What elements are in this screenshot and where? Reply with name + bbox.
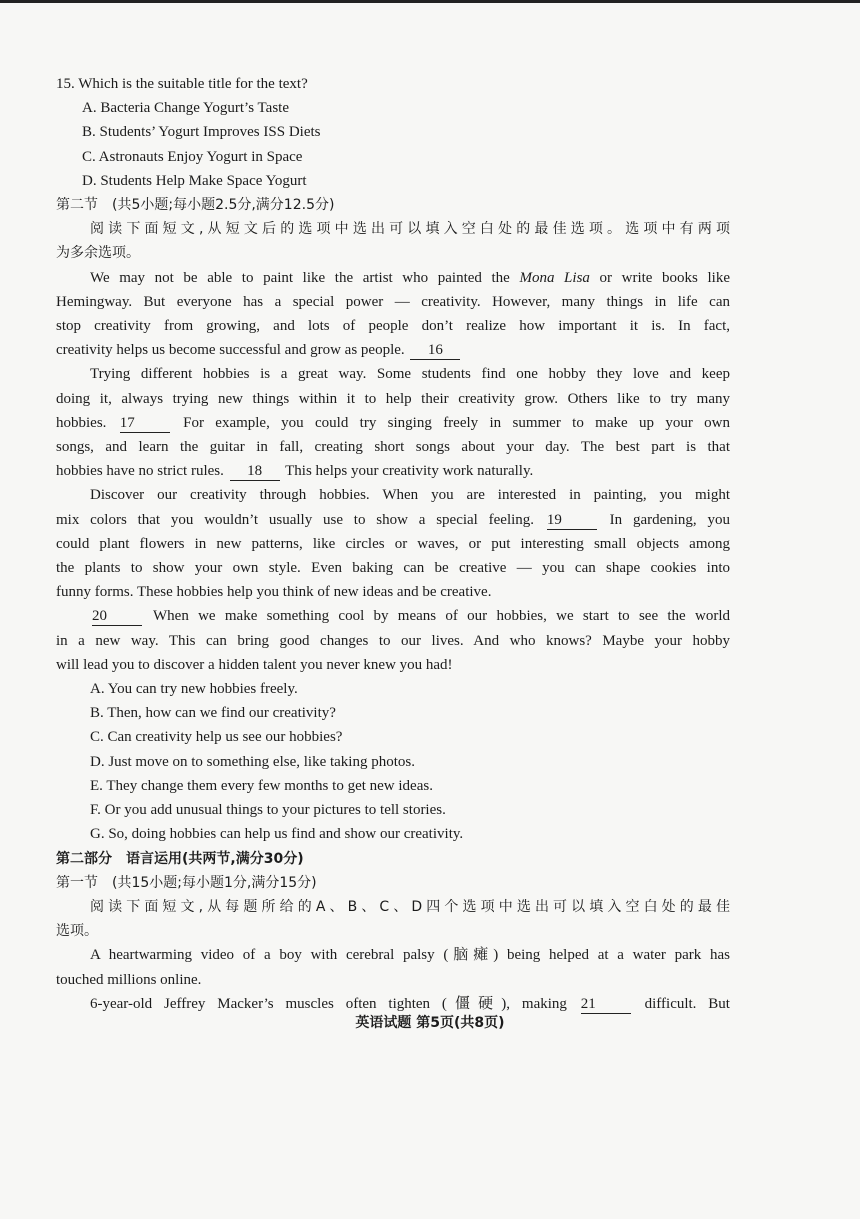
passage-p1-line2: Hemingway. But everyone has a special power — creativity. However, many things in life can (56, 293, 730, 310)
q15-option-b: B. Students’ Yogurt Improves ISS Diets (82, 124, 321, 141)
text-segment: mix colors that you wouldn’t usually use to show a special feeling. (56, 511, 545, 528)
text-segment: creativity helps us become successful and grow as people. (56, 342, 409, 359)
top-border-line (0, 0, 860, 3)
section2-instructions-2: 为多余选项。 (56, 245, 140, 262)
passage-p1-line4 (56, 338, 730, 362)
text-segment: hobbies. (56, 414, 118, 431)
blank-16[interactable]: 16 (410, 341, 460, 360)
option-b: B. Then, how can we find our creativity? (90, 705, 336, 722)
passage-p3-line5: funny forms. These hobbies help you think of new ideas and be creative. (56, 584, 492, 601)
passage-p4-line2: in a new way. This can bring good changes to our lives. And who knows? Maybe your hobby (56, 632, 730, 649)
passage-p3-line4: the plants to show your own style. Even baking can be creative — you can shape cookies into (56, 560, 730, 577)
text-segment: For example, you could try singing freely in summer to make up your own (171, 414, 731, 431)
q15-option-a: A. Bacteria Change Yogurt’s Taste (82, 100, 289, 117)
option-e: E. They change them every few months to get new ideas. (90, 777, 433, 794)
blank-17[interactable]: 17 (120, 414, 170, 433)
blank-21[interactable]: 21 (581, 995, 631, 1014)
text-segment: In gardening, you (598, 511, 730, 528)
passage-p2-line4: songs, and learn the guitar in fall, creating short songs about your day. The best part is that (56, 439, 730, 456)
blank-18[interactable]: 18 (230, 462, 280, 481)
part2-instructions-1: 阅读下面短文,从每题所给的A、B、C、D四个选项中选出可以填入空白处的最佳 (90, 898, 730, 915)
italic-title: Mona Lisa (519, 269, 590, 286)
q15-option-d: D. Students Help Make Space Yogurt (82, 172, 307, 189)
text-segment: hobbies have no strict rules. (56, 463, 228, 480)
part2-subheading: 第一节 (共15小题;每小题1分,满分15分) (56, 874, 317, 891)
option-a: A. You can try new hobbies freely. (90, 681, 298, 698)
text-segment: We may not be able to paint like the artist who painted the (90, 269, 520, 286)
question-15: 15. Which is the suitable title for the text? (56, 76, 308, 92)
passage-p3-line2 (56, 508, 730, 532)
part2-heading: 第二部分 语言运用(共两节,满分30分) (56, 850, 304, 867)
part2-instructions-2: 选项。 (56, 923, 98, 940)
passage-p4-line3: will lead you to discover a hidden talent you never knew you had! (56, 656, 453, 673)
passage-p3-line3: could plant flowers in new patterns, like circles or waves, or put interesting small objects among (56, 535, 730, 552)
q15-option-c: C. Astronauts Enjoy Yogurt in Space (82, 148, 303, 165)
exam-page (56, 72, 730, 1016)
option-f: F. Or you add unusual things to your pictures to tell stories. (90, 802, 446, 819)
text-segment: or write books like (589, 269, 730, 286)
passage-p2-line5 (56, 459, 730, 483)
option-d: D. Just move on to something else, like taking photos. (90, 753, 415, 770)
part2-passage-line1: A heartwarming video of a boy with cerebral palsy (脑瘫) being helped at a water park has (90, 947, 730, 964)
text-segment: When we make something cool by means of our hobbies, we start to see the world (144, 608, 730, 625)
option-g: G. So, doing hobbies can help us find and show our creativity. (90, 826, 464, 843)
passage-p3-line1: Discover our creativity through hobbies. When you are interested in painting, you might (90, 487, 730, 504)
passage-p4-line1 (56, 604, 730, 628)
text-segment: difficult. But (632, 995, 730, 1012)
passage-p1-line3: stop creativity from growing, and lots of people don’t realize how important it is. In fact, (56, 318, 730, 335)
page-footer: 英语试题 第5页(共8页) (355, 1015, 505, 1031)
part2-passage-line2: touched millions online. (56, 971, 202, 988)
blank-19[interactable]: 19 (547, 511, 597, 530)
section2-instructions-1: 阅读下面短文,从短文后的选项中选出可以填入空白处的最佳选项。选项中有两项 (90, 221, 730, 238)
text-segment: 6-year-old Jeffrey Macker’s muscles often tighten (僵硬), making (90, 995, 579, 1012)
passage-p2-line3 (56, 411, 730, 435)
text-segment: This helps your creativity work naturally. (281, 463, 534, 480)
passage-p2-line1: Trying different hobbies is a great way. Some students find one hobby they love and keep (90, 366, 730, 383)
section2-heading: 第二节 (共5小题;每小题2.5分,满分12.5分) (56, 197, 335, 214)
passage-p1-line1 (56, 266, 730, 290)
passage-p2-line2: doing it, always trying new things within it to help their creativity grow. Others like to try many (56, 390, 730, 407)
blank-20[interactable]: 20 (92, 607, 142, 626)
option-c: C. Can creativity help us see our hobbies? (90, 729, 343, 746)
